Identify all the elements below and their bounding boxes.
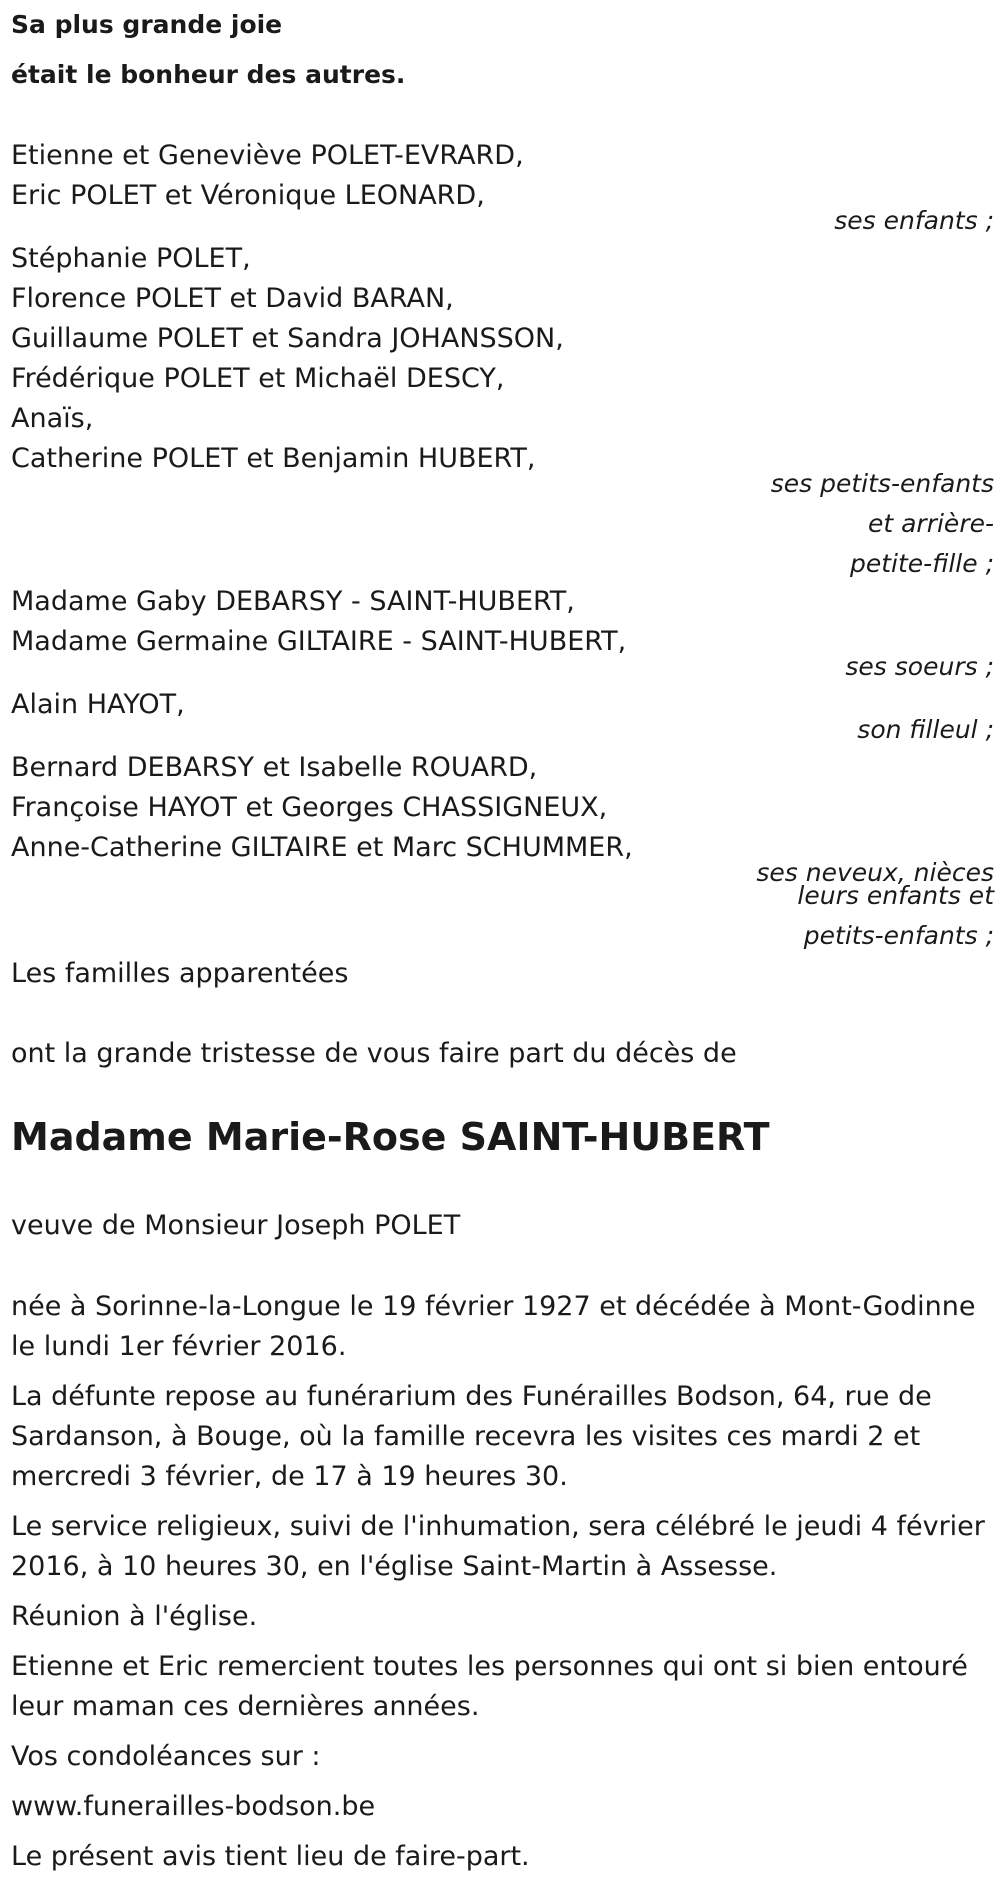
sister-name: Madame Gaby DEBARSY - SAINT-HUBERT, — [11, 586, 575, 617]
birth-death-paragraph: née à Sorinne-la-Longue le 19 février 1927 et décédée à Mont-Godinne le lundi 1er février 2016. — [11, 1291, 976, 1362]
funerarium-paragraph: La défunte repose au funérarium des Funérailles Bodson, 64, rue de Sardanson, à Bouge, où la famille recevra les visites ces mardi 2 et mercredi 3 février, de 17 à 19 heures 30. — [11, 1381, 932, 1492]
grandchild-name: Catherine POLET et Benjamin HUBERT, — [11, 443, 536, 474]
families-line: Les familles apparentées — [11, 958, 349, 989]
nephew-name: Françoise HAYOT et Georges CHASSIGNEUX, — [11, 792, 608, 823]
relation-nephews: leurs enfants et — [797, 881, 994, 910]
notice-paragraph: Le présent avis tient lieu de faire-part. — [11, 1841, 530, 1872]
relation-children: ses enfants ; — [834, 206, 994, 235]
deceased-name: Madame Marie-Rose SAINT-HUBERT — [11, 1115, 770, 1159]
godson-name: Alain HAYOT, — [11, 689, 185, 720]
relation-grandchildren: et arrière- — [867, 509, 994, 538]
relation-grandchildren: ses petits-enfants — [770, 469, 994, 498]
relation-nephews: petits-enfants ; — [803, 921, 994, 950]
thanks-paragraph: Etienne et Eric remercient toutes les personnes qui ont si bien entouré leur maman ces dernières années. — [11, 1651, 968, 1722]
child-name: Eric POLET et Véronique LEONARD, — [11, 180, 485, 211]
service-paragraph: Le service religieux, suivi de l'inhumation, sera célébré le jeudi 4 février 2016, à 10 heures 30, en l'église Saint-Martin à Assesse. — [11, 1511, 985, 1582]
widow-of-line: veuve de Monsieur Joseph POLET — [11, 1210, 461, 1241]
nephew-name: Anne-Catherine GILTAIRE et Marc SCHUMMER, — [11, 832, 633, 863]
website-link[interactable]: www.funerailles-bodson.be — [11, 1791, 376, 1822]
child-name: Etienne et Geneviève POLET-EVRARD, — [11, 140, 524, 171]
relation-grandchildren: petite-fille ; — [850, 549, 994, 578]
announcement-line: ont la grande tristesse de vous faire part du décès de — [11, 1038, 737, 1069]
grandchild-name: Anaïs, — [11, 403, 94, 434]
reunion-paragraph: Réunion à l'église. — [11, 1601, 258, 1632]
grandchild-name: Stéphanie POLET, — [11, 243, 251, 274]
relation-sisters: ses soeurs ; — [845, 652, 994, 681]
grandchild-name: Frédérique POLET et Michaël DESCY, — [11, 363, 505, 394]
quote-line-2: était le bonheur des autres. — [11, 60, 406, 89]
condolences-paragraph: Vos condoléances sur : — [11, 1741, 321, 1772]
relation-godson: son filleul ; — [857, 715, 994, 744]
grandchild-name: Guillaume POLET et Sandra JOHANSSON, — [11, 323, 564, 354]
relation-nephews: ses neveux, nièces — [756, 858, 994, 887]
grandchild-name: Florence POLET et David BARAN, — [11, 283, 454, 314]
quote-line-1: Sa plus grande joie — [11, 10, 283, 39]
sister-name: Madame Germaine GILTAIRE - SAINT-HUBERT, — [11, 626, 627, 657]
nephew-name: Bernard DEBARSY et Isabelle ROUARD, — [11, 752, 538, 783]
